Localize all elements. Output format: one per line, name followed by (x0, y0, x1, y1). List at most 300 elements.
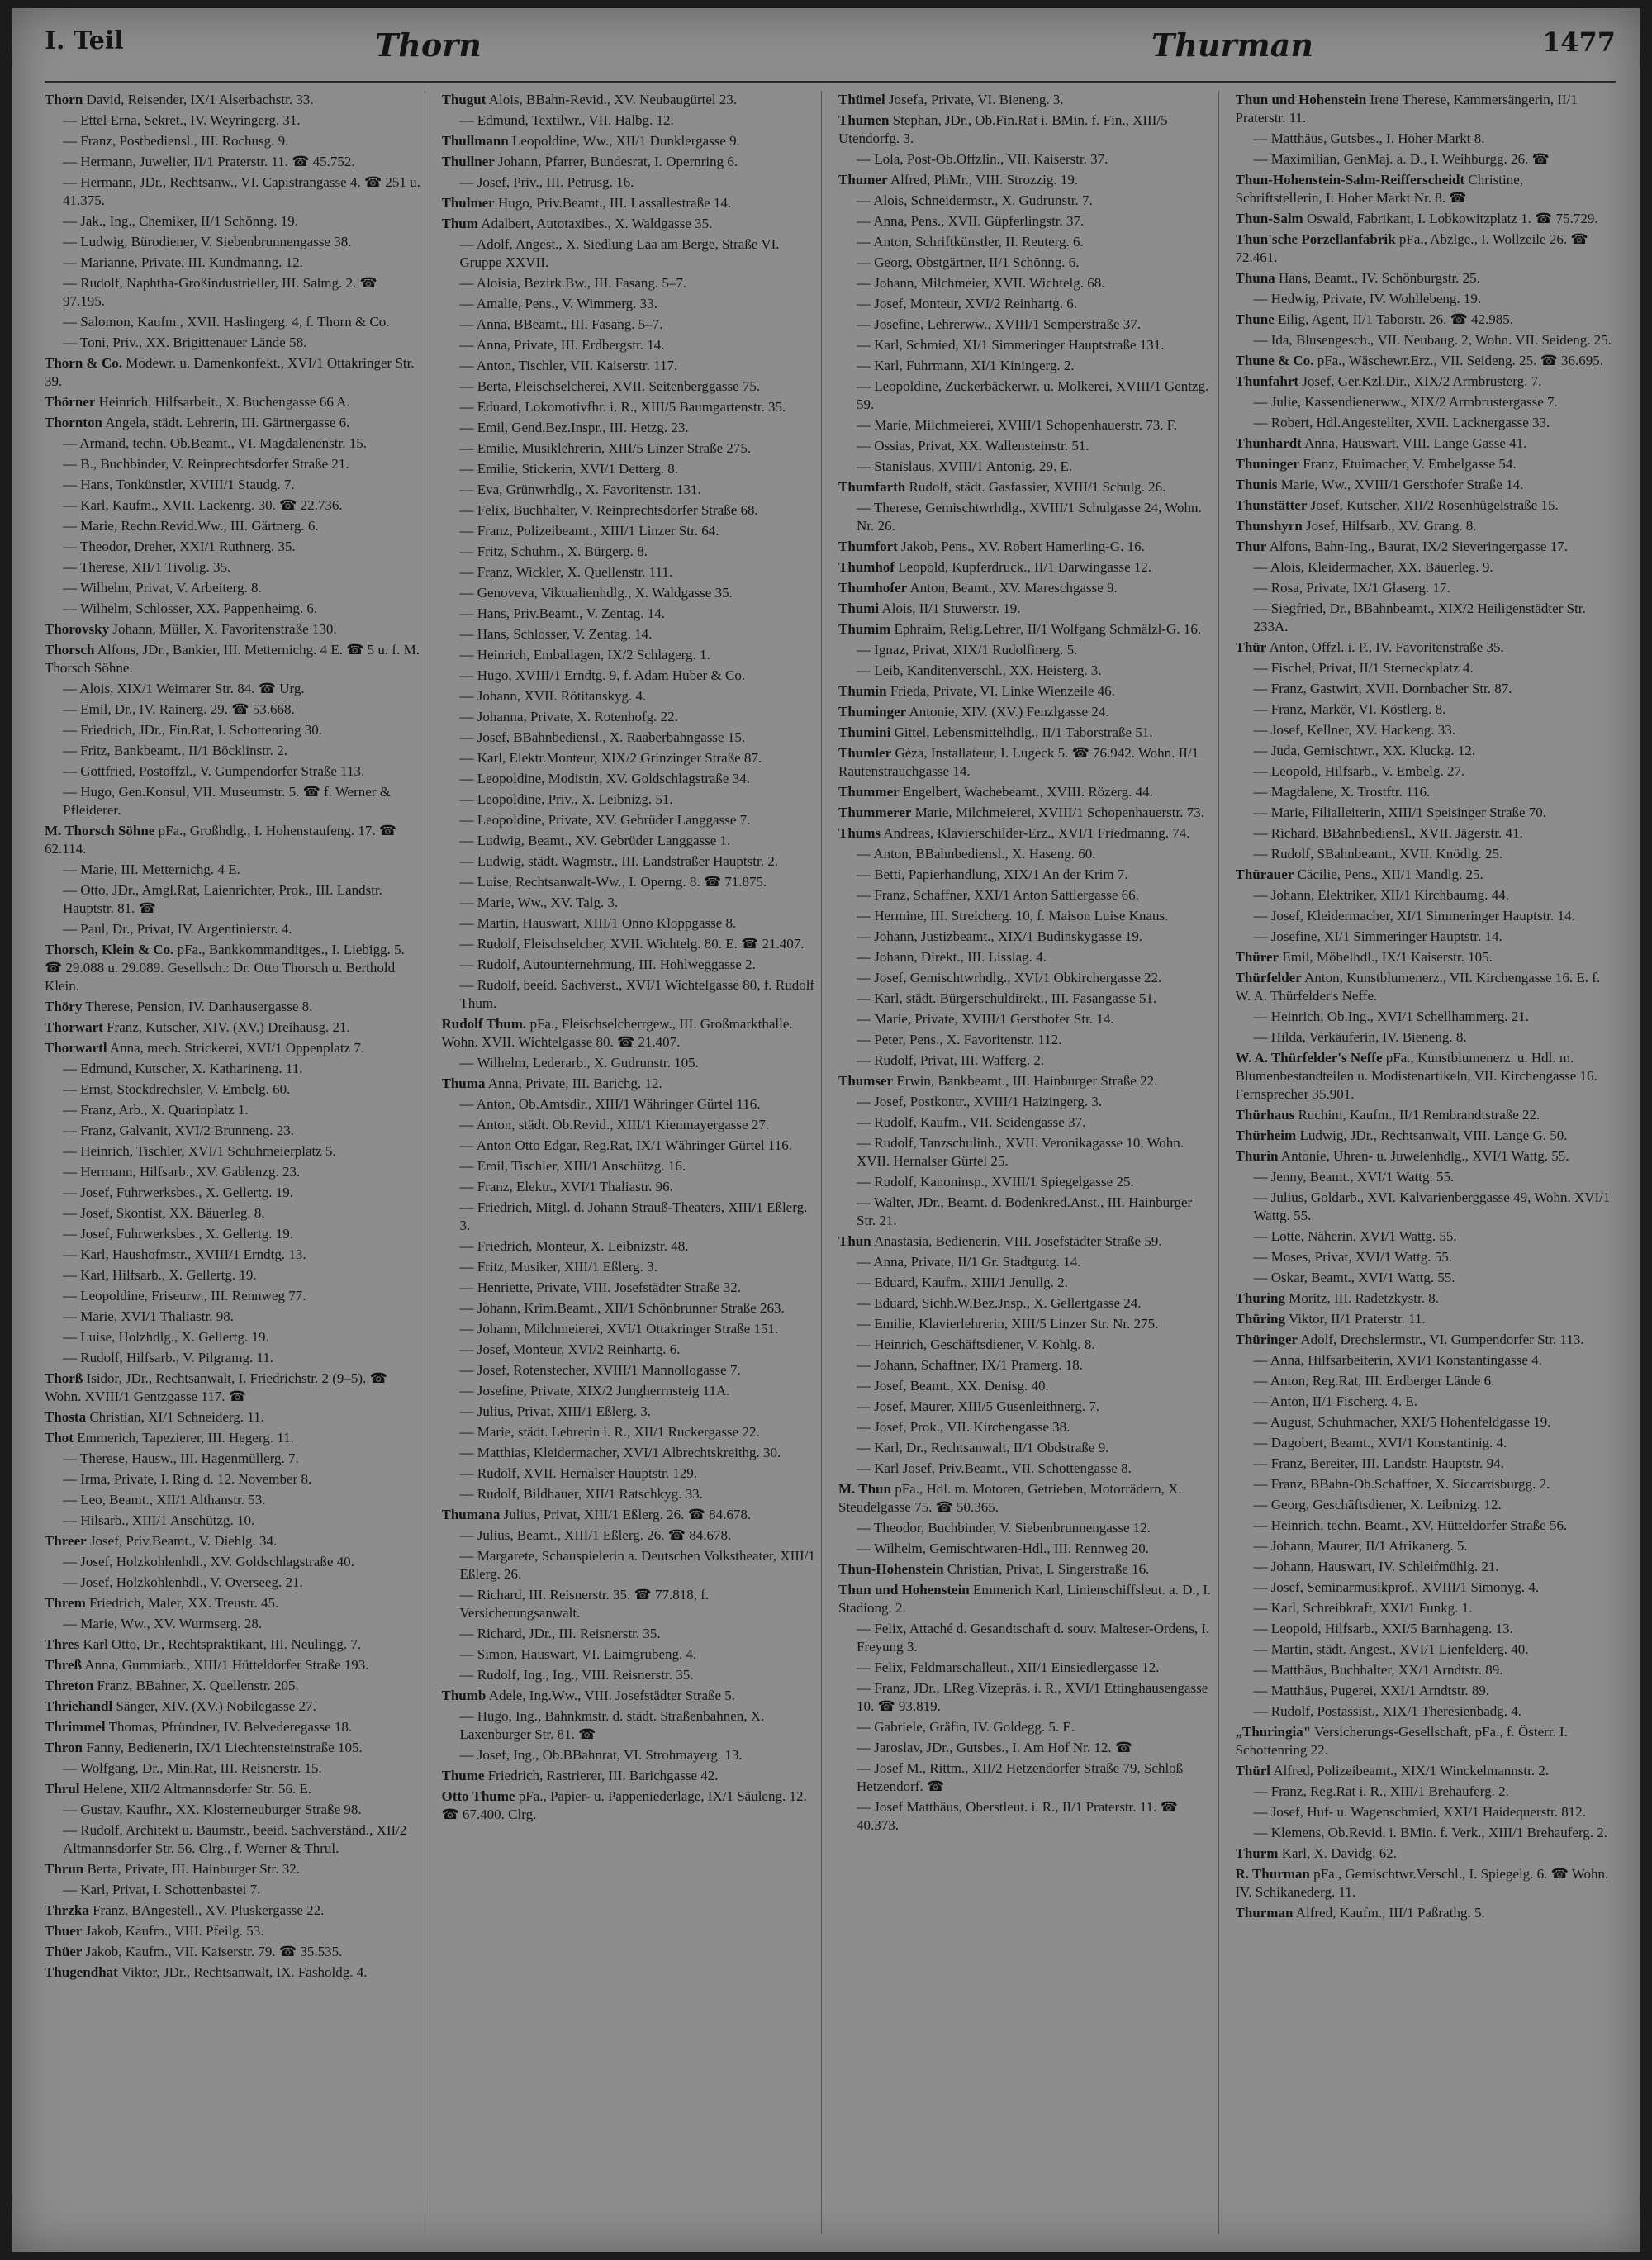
entry-details: — Julie, Kassendienerww., XIX/2 Armbrustergasse 7. (1253, 394, 1558, 410)
entry-details: — Rudolf, beeid. Sachverst., XVI/1 Wichtelgasse 80, f. Rudolf Thum. (459, 977, 815, 1011)
entry-details: — Josef, Beamt., XX. Denisg. 40. (857, 1378, 1049, 1394)
directory-entry (442, 832, 819, 850)
directory-entry (1236, 311, 1613, 329)
entry-details: — Fritz, Schuhm., X. Bürgerg. 8. (459, 544, 648, 559)
directory-entry (1236, 1008, 1613, 1026)
directory-entry (1236, 1537, 1613, 1555)
column-3 (838, 91, 1219, 2234)
entry-details: — Josef, Holzkohlenhdl., XV. Goldschlagstraße 40. (63, 1554, 354, 1569)
entry-surname: Thüer (45, 1944, 83, 1959)
directory-entry (442, 112, 819, 130)
directory-entry (45, 1287, 421, 1305)
entry-details: — Hermann, JDr., Rechtsanw., VI. Capistrangasse 4. ☎ 251 u. 41.375. (63, 174, 420, 208)
directory-entry (442, 873, 819, 891)
directory-entry (1236, 1640, 1613, 1659)
directory-entry (838, 1679, 1215, 1716)
entry-details: — Ernst, Stockdrechsler, V. Embelg. 60. (63, 1081, 291, 1097)
entry-details: Helene, XII/2 Altmannsdorfer Str. 56. E. (83, 1781, 311, 1797)
entry-details: — Klemens, Ob.Revid. i. BMin. f. Verk., XIII/1 Brehauferg. 2. (1253, 1825, 1608, 1840)
entry-details: pFa., Abzlge., I. Wollzeile 26. ☎ 72.461. (1235, 231, 1588, 265)
directory-entry (1236, 948, 1613, 966)
entry-details: — Hilda, Verkäuferin, IV. Bieneng. 8. (1253, 1029, 1467, 1045)
entry-details: — Franz, Polizeibeamt., XIII/1 Linzer Str. 64. (459, 523, 719, 539)
directory-entry (442, 708, 819, 726)
entry-details: — Otto, JDr., Amgl.Rat, Laienrichter, Prok., III. Landstr. Hauptstr. 81. ☎ (63, 882, 382, 916)
entry-details: — Johann, Elektriker, XII/1 Kirchbaumg. 44. (1253, 887, 1509, 903)
directory-entry (1236, 1845, 1613, 1863)
directory-entry (442, 1054, 819, 1072)
entry-details: — Fritz, Musiker, XIII/1 Eßlerg. 3. (459, 1259, 657, 1275)
entry-details: — Hilsarb., XIII/1 Anschützg. 10. (63, 1512, 255, 1528)
directory-entry (442, 1444, 819, 1462)
entry-surname: R. Thurman (1235, 1866, 1310, 1882)
directory-entry (45, 1266, 421, 1284)
entry-surname: Thumin (838, 683, 887, 699)
directory-entry (838, 1134, 1215, 1170)
entry-details: — Anna, Private, III. Erdbergstr. 14. (459, 337, 665, 353)
directory-entry (1236, 373, 1613, 391)
directory-entry (45, 941, 421, 995)
entry-details: Sänger, XIV. (XV.) Nobilegasse 27. (116, 1698, 316, 1714)
entry-details: — Marie, Filialleiterin, XIII/1 Speisinger Straße 70. (1253, 805, 1547, 820)
entry-details: — Armand, techn. Ob.Beamt., VI. Magdalenenstr. 15. (63, 435, 367, 451)
entry-details: Alois, BBahn-Revid., XV. Neubaugürtel 23. (488, 92, 738, 107)
entry-details: — Rudolf, Kaufm., VII. Seidengasse 37. (857, 1114, 1086, 1130)
entry-details: pFa., Wäschewr.Erz., VII. Seideng. 25. ☎ 36.695. (1317, 353, 1604, 368)
directory-entry (1236, 331, 1613, 349)
entry-surname: Thullmann (441, 133, 509, 149)
entry-details: Jakob, Kaufm., VIII. Pfeilg. 53. (85, 1923, 264, 1939)
directory-entry (838, 641, 1215, 659)
entry-details: — Eduard, Kaufm., XIII/1 Jenullg. 2. (857, 1275, 1068, 1290)
entry-details: — Leopold, Hilfsarb., XXI/5 Barnhageng. 13. (1253, 1621, 1513, 1636)
directory-entry (1236, 1106, 1613, 1124)
directory-entry (45, 212, 421, 230)
entry-details: — Marie, Rechn.Revid.Ww., III. Gärtnerg. 6. (63, 518, 319, 534)
directory-columns (45, 91, 1616, 2234)
entry-details: Fanny, Bedienerin, IX/1 Liechtensteinstraße 105. (86, 1740, 363, 1755)
directory-entry (45, 620, 421, 639)
entry-details: Engelbert, Wachebeamt., XVIII. Rözerg. 44. (902, 784, 1153, 800)
entry-surname: Thüringer (1235, 1332, 1298, 1347)
entry-details: — Anna, Pens., XVII. Güpferlingstr. 37. (857, 213, 1085, 229)
entry-details: — Eduard, Sichh.W.Bez.Jnsp., X. Gellertgasse 24. (857, 1295, 1142, 1311)
entry-details: — Heinrich, Geschäftsdiener, V. Kohlg. 8. (857, 1337, 1095, 1352)
entry-details: — Martin, städt. Angest., XVI/1 Lienfelderg. 40. (1253, 1641, 1529, 1657)
directory-entry (838, 1315, 1215, 1333)
directory-entry (442, 976, 819, 1013)
directory-entry (45, 600, 421, 618)
entry-details: Jakob, Kaufm., VII. Kaiserstr. 79. ☎ 35.535. (85, 1944, 343, 1959)
directory-entry (442, 894, 819, 912)
entry-details: — Franz, Schaffner, XXI/1 Anton Sattlergasse 66. (857, 887, 1139, 903)
entry-surname: Thöry (45, 999, 83, 1014)
entry-details: — Josefine, Lehrerww., XVIII/1 Semperstraße 37. (857, 316, 1141, 332)
directory-entry (838, 703, 1215, 721)
directory-entry (1236, 762, 1613, 781)
entry-details: Alfons, JDr., Bankier, III. Metternichg. 4 E. ☎ 5 u. f. M. Thorsch Söhne. (45, 642, 420, 676)
entry-surname: Thumser (838, 1073, 894, 1089)
directory-entry (45, 1636, 421, 1654)
entry-details: — Richard, III. Reisnerstr. 35. ☎ 77.818, f. Versicherungsanwalt. (459, 1587, 710, 1621)
entry-surname: Thuninger (1235, 456, 1299, 472)
directory-entry (45, 881, 421, 918)
entry-details: — Alois, Kleidermacher, XX. Bäuerleg. 9. (1253, 559, 1493, 575)
entry-details: Alois, II/1 Stuwerstr. 19. (881, 601, 1021, 616)
directory-entry (45, 1677, 421, 1695)
entry-details: Alfred, Polizeibeamt., XIX/1 Winckelmannstr. 2. (1273, 1763, 1550, 1778)
directory-entry (45, 641, 421, 677)
directory-entry (442, 357, 819, 375)
entry-details: — Anton, Schriftkünstler, II. Reuterg. 6. (857, 234, 1084, 249)
entry-details: — Karl, städt. Bürgerschuldirekt., III. Fasangasse 51. (857, 990, 1157, 1006)
directory-entry (45, 455, 421, 473)
entry-surname: Thun und Hohenstein (838, 1582, 970, 1598)
entry-details: — Josef, Huf- u. Wagenschmied, XXI/1 Haidequerstr. 812. (1253, 1804, 1586, 1820)
directory-entry (442, 1095, 819, 1113)
entry-details: — Leopoldine, Friseurw., III. Rennweg 77. (63, 1288, 306, 1303)
directory-entry (838, 1253, 1215, 1271)
directory-entry (1236, 1372, 1613, 1390)
directory-entry (838, 724, 1215, 742)
directory-entry (442, 625, 819, 643)
directory-entry (1236, 91, 1613, 127)
directory-entry (1236, 1351, 1613, 1370)
entry-details: — Emil, Dr., IV. Rainerg. 29. ☎ 53.668. (63, 701, 295, 717)
entry-details: — Marie, Private, XVIII/1 Gersthofer Str. 14. (857, 1011, 1114, 1027)
entry-details: Alfred, Kaufm., III/1 Paßrathg. 5. (1295, 1905, 1485, 1921)
directory-entry (45, 1039, 421, 1057)
directory-entry (838, 437, 1215, 455)
entry-surname: Thun'sche Porzellanfabrik (1235, 231, 1396, 247)
entry-details: Anna, mech. Strickerei, XVI/1 Oppenplatz 7. (109, 1040, 365, 1056)
entry-details: — Matthäus, Gutsbes., I. Hoher Markt 8. (1253, 131, 1485, 146)
entry-surname: Thun und Hohenstein (1235, 92, 1367, 107)
entry-details: — Fischel, Privat, II/1 Sterneckplatz 4. (1253, 660, 1474, 676)
entry-surname: Thot (45, 1430, 74, 1446)
entry-details: pFa., Kunstblumenerz. u. Hdl. m. Blumenbestandteilen u. Modistenartikeln, VII. Kirchengasse 16. Fernsprecher 35.901. (1235, 1050, 1597, 1102)
entry-details: Isidor, JDr., Rechtsanwalt, I. Friedrichstr. 2 (9–5). ☎ Wohn. XVIII/1 Gentzgasse 117. ☎ (45, 1370, 387, 1404)
entry-details: Alfred, PhMr., VIII. Strozzig. 19. (890, 172, 1079, 188)
directory-entry (45, 1080, 421, 1099)
directory-entry (1236, 680, 1613, 698)
entry-details: — Margarete, Schauspielerin a. Deutschen Volkstheater, XIII/1 Eßlerg. 26. (459, 1548, 815, 1582)
directory-entry (45, 393, 421, 411)
directory-entry (45, 1184, 421, 1202)
entry-details: Anna, Hauswart, VIII. Lange Gasse 41. (1304, 435, 1527, 451)
entry-details: Anastasia, Bedienerin, VIII. Josefstädter Straße 59. (874, 1233, 1162, 1249)
entry-details: Cäcilie, Pens., XII/1 Mandlg. 25. (1297, 866, 1483, 882)
entry-details: Josef, Hilfsarb., XV. Grang. 8. (1306, 518, 1477, 534)
entry-details: — Wilhelm, Schlosser, XX. Pappenheimg. 6. (63, 601, 318, 616)
directory-entry (45, 1718, 421, 1736)
entry-details: Anna, Private, III. Barichg. 12. (487, 1075, 662, 1091)
entry-surname: Thumen (838, 112, 890, 128)
entry-details: — Rudolf, Autounternehmung, III. Hohlweggasse 2. (459, 957, 756, 972)
entry-details: Karl Otto, Dr., Rechtspraktikant, III. Neulingg. 7. (83, 1636, 362, 1652)
entry-details: — Josef, Kleidermacher, XI/1 Simmeringer Hauptstr. 14. (1253, 908, 1575, 923)
entry-details: Karl, X. Davidg. 62. (1281, 1845, 1397, 1861)
entry-surname: Thumim (838, 621, 891, 637)
directory-entry (45, 1759, 421, 1778)
entry-details: — Theodor, Dreher, XXI/1 Ruthnerg. 35. (63, 539, 296, 554)
directory-entry (1236, 414, 1613, 432)
entry-surname: Thriehandl (45, 1698, 113, 1714)
entry-surname: Thugendhat (45, 1964, 118, 1980)
entry-details: — Johann, XVII. Rötitanskyg. 4. (459, 688, 647, 704)
entry-details: — Josef, Seminarmusikprof., XVIII/1 Simonyg. 4. (1253, 1579, 1540, 1595)
entry-details: — Irma, Private, I. Ring d. 12. November 8. (63, 1471, 312, 1487)
directory-entry (838, 1739, 1215, 1757)
directory-entry (1236, 352, 1613, 370)
entry-surname: Thrimmel (45, 1719, 106, 1735)
directory-entry (45, 1370, 421, 1406)
directory-entry (838, 171, 1215, 189)
entry-details: — Moses, Privat, XVI/1 Wattg. 55. (1253, 1249, 1453, 1265)
entry-details: — Betti, Papierhandlung, XIX/1 An der Krim 7. (857, 866, 1128, 882)
entry-details: — Johann, Justizbeamt., XIX/1 Budinskygasse 19. (857, 928, 1143, 944)
directory-entry (838, 1377, 1215, 1395)
directory-entry (838, 866, 1215, 884)
entry-details: — Simon, Hauswart, VI. Laimgrubeng. 4. (459, 1646, 697, 1662)
entry-details: — Anna, Hilfsarbeiterin, XVI/1 Konstantingasse 4. (1253, 1352, 1542, 1368)
directory-entry (442, 605, 819, 623)
entry-surname: Otto Thume (441, 1788, 515, 1804)
directory-entry (45, 414, 421, 432)
directory-entry (1236, 1620, 1613, 1638)
directory-entry (45, 274, 421, 311)
entry-details: — Johann, Schaffner, IX/1 Pramerg. 18. (857, 1357, 1083, 1373)
entry-details: — Rudolf, Naphtha-Großindustrieller, III. Salmg. 2. ☎ 97.195. (63, 275, 377, 309)
entry-details: — Jaroslav, JDr., Gutsbes., I. Am Hof Nr. 12. ☎ (857, 1740, 1133, 1755)
directory-entry (442, 1746, 819, 1764)
entry-details: — Hans, Priv.Beamt., V. Zentag. 14. (459, 605, 666, 621)
directory-page (12, 8, 1640, 2252)
directory-entry (45, 538, 421, 556)
directory-entry (838, 499, 1215, 535)
directory-entry (45, 1512, 421, 1530)
entry-details: pFa., Papier- u. Pappeniederlage, IX/1 Säuleng. 12. ☎ 67.400. Clrg. (441, 1788, 807, 1822)
entry-surname: Thorn (45, 92, 83, 107)
right-running-title: Thurman (1151, 26, 1314, 64)
directory-entry (1236, 1824, 1613, 1842)
entry-surname: Thumi (838, 601, 880, 616)
directory-entry (838, 1232, 1215, 1251)
entry-details: — Franz, Arb., X. Quarinplatz 1. (63, 1102, 249, 1118)
directory-entry (442, 398, 819, 416)
entry-surname: Thres (45, 1636, 80, 1652)
header-rule (45, 81, 1616, 83)
directory-entry (442, 1423, 819, 1441)
entry-details: — Gustav, Kaufhr., XX. Klosterneuburger Straße 98. (63, 1802, 362, 1817)
directory-entry (442, 501, 819, 520)
directory-entry (838, 1718, 1215, 1736)
directory-entry (838, 1560, 1215, 1579)
entry-details: — Emilie, Klavierlehrerin, XIII/5 Linzer Str. Nr. 275. (857, 1316, 1159, 1332)
entry-details: — Johann, Hauswart, IV. Schleifmühlg. 21. (1253, 1559, 1499, 1574)
entry-surname: Thunis (1235, 477, 1278, 492)
entry-surname: Thun-Salm (1235, 211, 1303, 226)
directory-entry (45, 680, 421, 698)
entry-details: — Wilhelm, Privat, V. Arbeiterg. 8. (63, 580, 262, 596)
directory-entry (1236, 455, 1613, 473)
directory-entry (442, 1137, 819, 1155)
directory-entry (838, 538, 1215, 556)
directory-entry (442, 770, 819, 788)
directory-entry (838, 1659, 1215, 1677)
directory-entry (442, 1687, 819, 1705)
entry-surname: Thunhardt (1235, 435, 1302, 451)
entry-details: — Ettel Erna, Sekret., IV. Weyringerg. 31. (63, 112, 301, 128)
directory-entry (45, 313, 421, 331)
directory-entry (1236, 1434, 1613, 1452)
entry-surname: Thunfahrt (1235, 373, 1299, 389)
entry-details: — Salomon, Kaufm., XVII. Haslingerg. 4, f. Thorn & Co. (63, 314, 390, 330)
entry-details: pFa., Großhdlg., I. Hohenstaufeng. 17. ☎ 62.114. (45, 823, 397, 857)
entry-details: — Josef, Ing., Ob.BBahnrat, VI. Strohmayerg. 13. (459, 1747, 743, 1763)
entry-details: — Josef, Monteur, XVI/2 Reinhartg. 6. (857, 296, 1078, 311)
directory-entry (45, 1163, 421, 1181)
directory-entry (442, 584, 819, 602)
entry-details: — Josef, Postkontr., XVIII/1 Haizingerg. 3. (857, 1094, 1103, 1109)
directory-entry (838, 377, 1215, 414)
directory-entry (45, 517, 421, 535)
directory-entry (45, 132, 421, 150)
directory-entry (45, 1204, 421, 1223)
entry-details: Anton, Offzl. i. P., IV. Favoritenstraße 35. (1269, 639, 1504, 655)
entry-details: Christine, Schriftstellerin, I. Hoher Markt Nr. 8. ☎ (1235, 172, 1524, 206)
directory-entry (1236, 476, 1613, 494)
column-1 (45, 91, 425, 2234)
directory-entry (838, 192, 1215, 210)
directory-entry (45, 334, 421, 352)
entry-details: — Hedwig, Private, IV. Wohllebeng. 19. (1253, 291, 1482, 306)
directory-entry (45, 1122, 421, 1140)
directory-entry (442, 1199, 819, 1235)
directory-entry (838, 1480, 1215, 1517)
entry-details: — Franz, Wickler, X. Quellenstr. 111. (459, 564, 673, 580)
directory-entry (838, 1620, 1215, 1656)
entry-surname: Thörner (45, 394, 96, 410)
directory-entry (1236, 1227, 1613, 1246)
entry-details: — Ossias, Privat, XX. Wallensteinstr. 51. (857, 438, 1089, 453)
directory-entry (1236, 1661, 1613, 1679)
entry-surname: Thürl (1235, 1763, 1271, 1778)
directory-entry (1236, 1189, 1613, 1225)
entry-details: Heinrich, Hilfsarbeit., X. Buchengasse 66 A. (98, 394, 350, 410)
entry-details: — Anton, BBahnbediensl., X. Haseng. 60. (857, 846, 1096, 862)
entry-details: Eilig, Agent, II/1 Taborstr. 26. ☎ 42.985. (1278, 311, 1514, 327)
entry-details: — Josef, Rotenstecher, XVIII/1 Mannollogasse 7. (459, 1362, 741, 1378)
entry-details: — Eva, Grünwrhdlg., X. Favoritenstr. 131. (459, 482, 701, 497)
entry-details: — Leib, Kanditenverschl., XX. Heisterg. 3. (857, 662, 1102, 678)
entry-surname: Thorovsky (45, 621, 110, 637)
directory-entry (838, 1010, 1215, 1028)
entry-surname: Thums (838, 825, 881, 841)
directory-entry (838, 1460, 1215, 1478)
directory-entry (1236, 1455, 1613, 1473)
entry-details: — Marie, Milchmeierei, XVIII/1 Schopenhauerstr. 73. F. (857, 417, 1178, 433)
entry-surname: Thorsch, Klein & Co. (45, 942, 174, 957)
directory-entry (838, 1398, 1215, 1416)
entry-details: — Karl, Hilfsarb., X. Gellertg. 19. (63, 1267, 257, 1283)
entry-details: Johann, Pfarrer, Bundesrat, I. Opernring 6. (498, 154, 738, 169)
entry-details: — Wilhelm, Gemischtwaren-Hdl., III. Rennweg 20. (857, 1541, 1150, 1556)
part-label: I. Teil (45, 26, 124, 55)
entry-details: pFa., Gemischtwr.Verschl., I. Spiegelg. 6. ☎ Wohn. IV. Schikanederg. 11. (1235, 1866, 1609, 1900)
entry-details: — Alois, XIX/1 Weimarer Str. 84. ☎ Urg. (63, 681, 305, 696)
entry-surname: Thrun (45, 1861, 84, 1877)
entry-details: Marie, Ww., XVIII/1 Gersthofer Straße 14. (1280, 477, 1524, 492)
directory-entry (45, 558, 421, 577)
entry-details: — Friedrich, Mitgl. d. Johann Strauß-Theaters, XIII/1 Eßlerg. 3. (459, 1199, 808, 1233)
entry-details: — Rudolf, Architekt u. Baumstr., beeid. Sachverständ., XII/2 Altmannsdorfer Str. 56. Clrg., f. Werner & Thrul. (63, 1822, 407, 1856)
entry-details: — Wilhelm, Lederarb., X. Gudrunstr. 105. (459, 1055, 699, 1071)
directory-entry (45, 1450, 421, 1468)
entry-details: — Hugo, XVIII/1 Erndtg. 9, f. Adam Huber & Co. (459, 667, 746, 683)
directory-entry (442, 194, 819, 212)
directory-entry (1236, 579, 1613, 597)
entry-surname: Threton (45, 1678, 94, 1693)
entry-details: — Martin, Hauswart, XIII/1 Onno Kloppgasse 8. (459, 915, 737, 931)
directory-entry (442, 215, 819, 233)
entry-details: — Heinrich, Ob.Ing., XVI/1 Schellhammerg. 21. (1253, 1009, 1529, 1024)
entry-details: — Josef Matthäus, Oberstleut. i. R., II/1 Praterstr. 11. ☎ 40.373. (857, 1799, 1178, 1833)
entry-details: Anna, Gummiarb., XIII/1 Hütteldorfer Straße 193. (84, 1657, 369, 1673)
directory-entry (45, 1615, 421, 1633)
entry-surname: Thorn & Co. (45, 355, 122, 371)
directory-entry (838, 1798, 1215, 1835)
directory-entry (442, 153, 819, 171)
entry-details: Stephan, JDr., Ob.Fin.Rat i. BMin. f. Fin., XIII/5 Utendorfg. 3. (838, 112, 1168, 146)
entry-details: — Anna, Private, II/1 Gr. Stadtgutg. 14. (857, 1254, 1081, 1270)
entry-surname: Thrzka (45, 1902, 89, 1918)
entry-surname: Thunshyrn (1235, 518, 1303, 534)
directory-entry (45, 173, 421, 210)
entry-surname: Thürauer (1235, 866, 1294, 882)
entry-details: — Peter, Pens., X. Favoritenstr. 112. (857, 1032, 1062, 1047)
directory-entry (1236, 742, 1613, 760)
entry-surname: Threer (45, 1533, 87, 1549)
entry-details: — Josef, Priv., III. Petrusg. 16. (459, 174, 634, 190)
directory-entry (1236, 1168, 1613, 1186)
directory-entry (838, 1194, 1215, 1230)
directory-entry (838, 336, 1215, 354)
directory-entry (1236, 845, 1613, 863)
entry-details: Friedrich, Rastrierer, III. Barichgasse 42. (487, 1768, 719, 1783)
entry-details: — Therese, Gemischtwrhdlg., XVIII/1 Schulgasse 24, Wohn. Nr. 26. (857, 500, 1202, 534)
entry-details: — Karl, Kaufm., XVII. Lackenrg. 30. ☎ 22.736. (63, 497, 343, 513)
entry-details: — Rudolf, Tanzschulinh., XVII. Veronikagasse 10, Wohn. XVII. Hernalser Gürtel 25. (857, 1135, 1184, 1169)
entry-surname: Thornton (45, 415, 102, 430)
entry-surname: Thun-Hohenstein-Salm-Reifferscheidt (1235, 172, 1465, 188)
left-running-title: Thorn (375, 26, 482, 64)
directory-entry (838, 662, 1215, 680)
directory-entry (45, 1697, 421, 1716)
entry-details: — Edmund, Textilwr., VII. Halbg. 12. (459, 112, 674, 128)
entry-details: Antonie, XIV. (XV.) Fenzlgasse 24. (909, 704, 1109, 719)
entry-details: — Julius, Privat, XIII/1 Eßlerg. 3. (459, 1403, 652, 1419)
entry-details: — Anton, Ob.Amtsdir., XIII/1 Währinger Gürtel 116. (459, 1096, 761, 1112)
entry-surname: Thüring (1235, 1311, 1285, 1327)
directory-entry (1236, 210, 1613, 228)
entry-details: — Hermann, Hilfsarb., XV. Gablenzg. 23. (63, 1164, 301, 1180)
entry-surname: M. Thorsch Söhne (45, 823, 155, 838)
directory-entry (838, 928, 1215, 946)
directory-entry (45, 1328, 421, 1346)
entry-details: Modewr. u. Damenkonfekt., XVI/1 Ottakringer Str. 39. (45, 355, 415, 389)
entry-details: Ludwig, JDr., Rechtsanwalt, VIII. Lange G. 50. (1299, 1128, 1568, 1143)
